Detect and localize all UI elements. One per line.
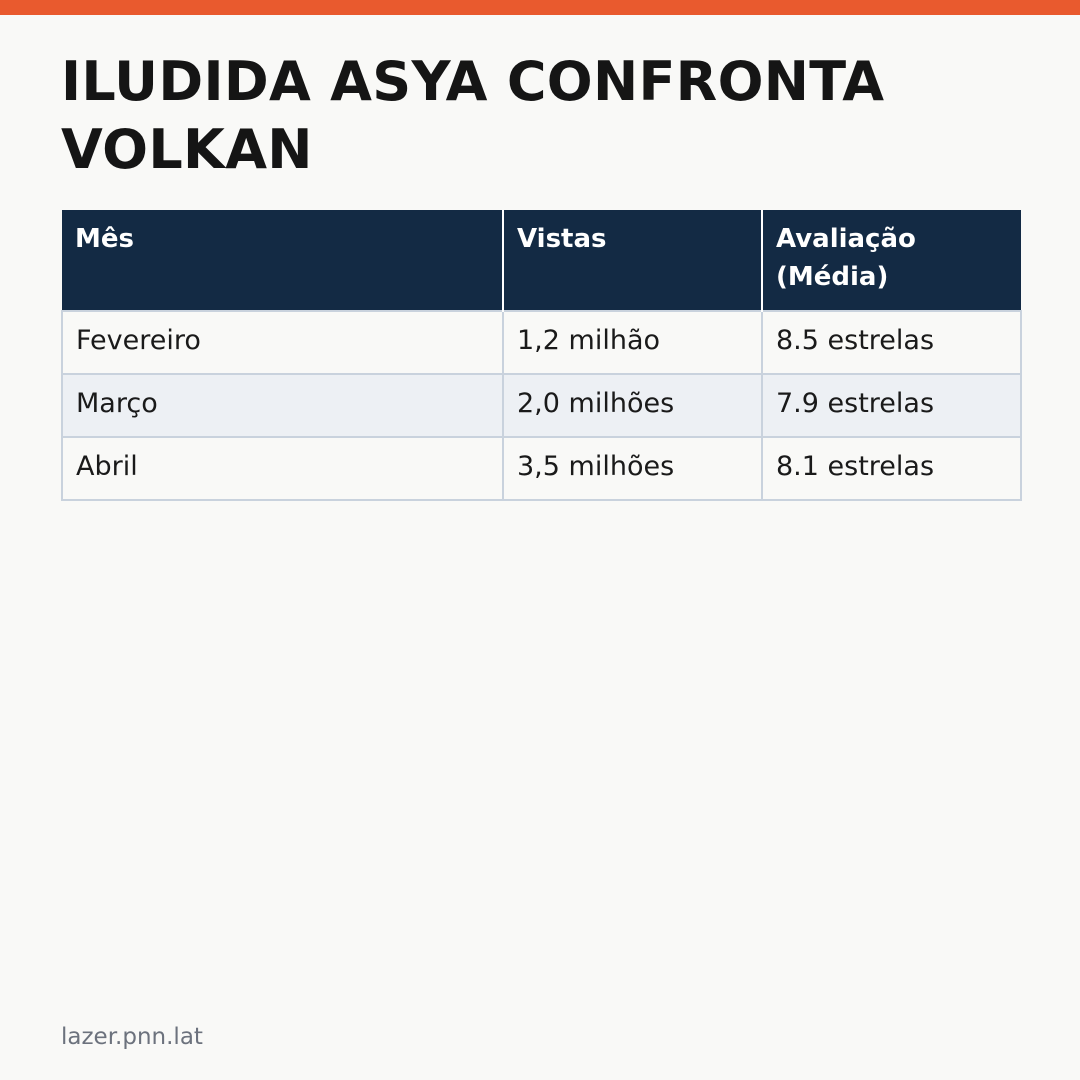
source-footer: lazer.pnn.lat bbox=[61, 1024, 203, 1050]
table-cell-month: Março bbox=[62, 374, 503, 437]
table-cell-views: 2,0 milhões bbox=[503, 374, 762, 437]
column-header-views: Vistas bbox=[503, 210, 762, 311]
column-header-rating: Avaliação (Média) bbox=[762, 210, 1021, 311]
table-cell-month: Fevereiro bbox=[62, 311, 503, 374]
table-header-row bbox=[62, 210, 1021, 311]
table-cell-rating: 8.1 estrelas bbox=[762, 437, 1021, 500]
table-row bbox=[62, 311, 1021, 374]
table-cell-rating: 7.9 estrelas bbox=[762, 374, 1021, 437]
headline: ILUDIDA ASYA CONFRONTA VOLKAN bbox=[61, 50, 885, 181]
table-cell-month: Abril bbox=[62, 437, 503, 500]
table-cell-rating: 8.5 estrelas bbox=[762, 311, 1021, 374]
accent-bar bbox=[0, 0, 1080, 15]
column-header-month: Mês bbox=[62, 210, 503, 311]
stats-table bbox=[61, 210, 1022, 501]
table-row bbox=[62, 437, 1021, 500]
table-row bbox=[62, 374, 1021, 437]
table-cell-views: 1,2 milhão bbox=[503, 311, 762, 374]
table-cell-views: 3,5 milhões bbox=[503, 437, 762, 500]
